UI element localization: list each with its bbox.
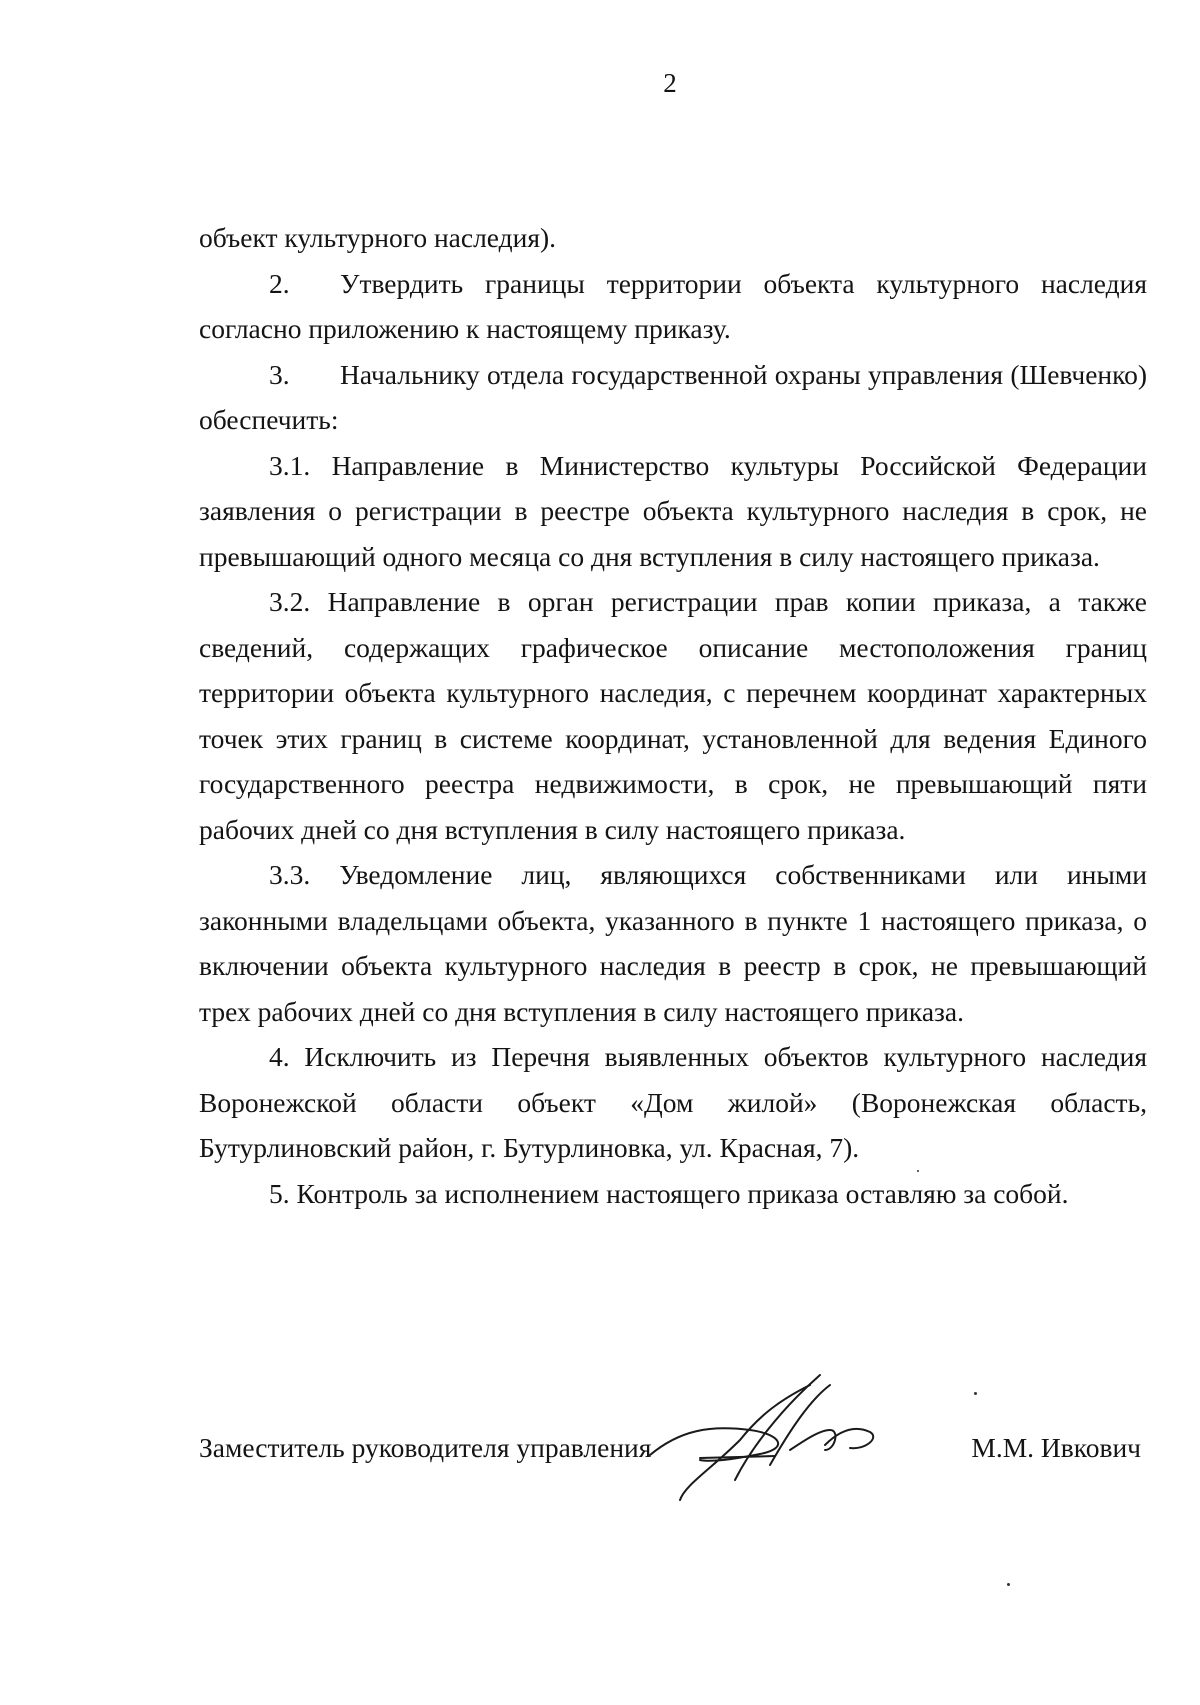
paragraph-item-4: 4. Исключить из Перечня выявленных объектов культурного наследия Воронежской области объект «Дом жилой» (Воронежская область, Бутурлиновский район, г. Бутурлиновка, ул. Красная, 7).	[199, 1041, 1147, 1163]
item-text: Утвердить границы территории объекта культурного наследия согласно приложению к настоящему приказу.	[199, 267, 1147, 344]
paragraph-item-3	[199, 352, 1147, 443]
paragraph-item-5: 5. Контроль за исполнением настоящего приказа оставляю за собой.	[269, 1177, 1069, 1209]
scan-speck	[917, 1170, 919, 1172]
handwritten-signature	[640, 1370, 960, 1520]
page-number: 2	[663, 68, 677, 98]
scan-speck	[1007, 1583, 1010, 1586]
document-body	[199, 215, 1147, 1216]
signer-title: Заместитель руководителя управления	[199, 1432, 652, 1463]
paragraph-continuation: объект культурного наследия).	[199, 222, 557, 253]
scan-speck	[974, 1392, 977, 1395]
item-number: 2.	[269, 267, 290, 299]
paragraph-item-3-1: 3.1. Направление в Министерство культуры Российской Федерации заявления о регистрации в реестре объекта культурного наследия в срок, не превышающий одного месяца со дня вступления в силу настоящего приказа.	[199, 449, 1147, 572]
paragraph-item-3-2: 3.2. Направление в орган регистрации прав копии приказа, а также сведений, содержащих графическое описание местоположения границ территории объекта культурного наследия, с перечнем координат характерных точек этих границ в системе координат, установленной для ведения Единого государственного реестра недвижимости, в срок, не превышающий пяти рабочих дней со дня вступления в силу настоящего приказа.	[199, 586, 1147, 845]
signer-name: М.М. Ивкович	[971, 1432, 1141, 1463]
item-number: 3.	[269, 358, 290, 390]
paragraph-item-2	[199, 261, 1147, 352]
item-text: Начальнику отдела государственной охраны управления (Шевченко) обеспечить:	[199, 358, 1147, 435]
paragraph-item-3-3: 3.3. Уведомление лиц, являющихся собственниками или иными законными владельцами объекта, указанного в пункте 1 настоящего приказа, о включении объекта культурного наследия в реестр в срок, не превышающий трех рабочих дней со дня вступления в силу настоящего приказа.	[199, 859, 1147, 1027]
